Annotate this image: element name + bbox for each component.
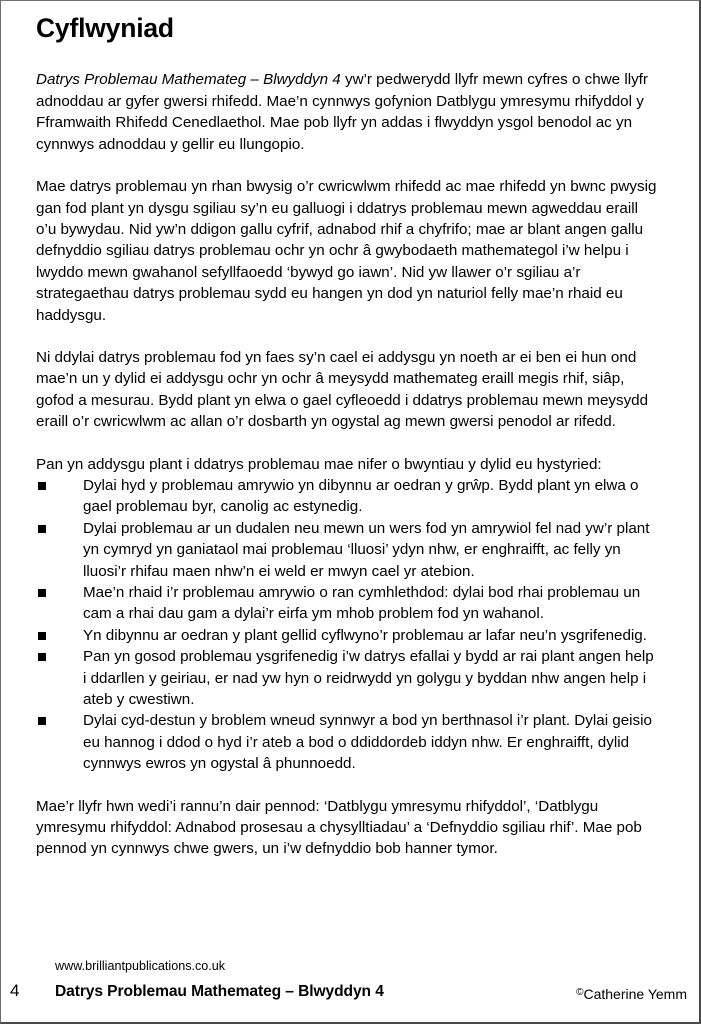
list-item-label: Dylai cyd-destun y broblem wneud synnwyr a bod yn berthnasol i’r plant. Dylai geisio eu hannog i ddod o hyd i’r ateb a bod o ddiddordeb iddyn nhw. Er enghraifft, dylid cynnwys ewros yn ogystal â phunnoedd. [83, 712, 652, 773]
considerations-list [36, 475, 661, 775]
paragraph-3: Ni ddylai datrys problemau fod yn faes sy’n cael ei addysgu yn noeth ar ei ben ei hun ond mae’n un y dylid ei addysgu ochr yn ochr â meysydd mathemateg eraill megis rhif, siâp, gofod a mesurau. Bydd plant yn elwa o gael cyfleoedd i ddatrys problemau mewn meysydd eraill o’r cwricwlwm ac allan o’r dosbarth yn ogystal ag mewn gwersi penodol ar rifedd. [36, 348, 649, 431]
list-item [36, 625, 661, 646]
square-bullet-icon [38, 632, 46, 640]
page-content [36, 1, 661, 860]
square-bullet-icon [38, 589, 46, 597]
list-item-label: Dylai hyd y problemau amrywio yn dibynnu ar oedran y grŵp. Bydd plant yn elwa o gael problemau byr, canolig ac estynedig. [83, 476, 639, 516]
list-item [36, 475, 661, 518]
footer-title-row [1, 980, 699, 1004]
list-item [36, 710, 661, 774]
footer-website-url[interactable]: www.brilliantpublications.co.uk [55, 959, 226, 973]
paragraph-2: Mae datrys problemau yn rhan bwysig o’r cwricwlwm rhifedd ac mae rhifedd yn bwnc pwysig gan fod plant yn dysgu sgiliau sy’n eu galluogi i ddatrys problemau mewn agweddau eraill o’u bywydau. Nid yw’n ddigon gallu cyfrif, adnabod rhif a chyfrifo; mae ar blant angen gallu defnyddio sgiliau datrys problemau ochr yn ochr â gwybodaeth mathemategol i’w helpu i lwyddo mewn gwahanol sefyllfaoedd ‘bywyd go iawn’. Nid yw llawer o’r sgiliau a’r strategaethau datrys problemau sydd eu hangen yn dod yn naturiol felly mae’n rhaid eu haddysgu. [36, 178, 657, 324]
square-bullet-icon [38, 653, 46, 661]
list-item-label: Mae’n rhaid i’r problemau amrywio o ran cymhlethdod: dylai bod rhai problemau un cam a rhai dau gam a dylai’r eirfa ym mhob problem fod yn wahanol. [83, 584, 641, 623]
list-item-label: Yn dibynnu ar oedran y plant gellid cyflwyno’r problemau ar lafar neu’n ysgrifenedig. [83, 626, 647, 644]
bullets-lead-in: Pan yn addysgu plant i ddatrys problemau mae nifer o bwyntiau y dylid eu hystyried: [36, 455, 602, 473]
intro-paragraph-rest: yw’r pedwerydd llyfr mewn cyfres o chwe llyfr adnoddau ar gyfer gwersi rhifedd. Mae’n cynnwys gofynion Datblygu ymresymu rhifyddol y Fframwaith Rhifedd Cenedlaethol. Mae pob llyfr yn addas i flwyddyn ysgol benodol ac yn cynnwys adnoddau y gellir eu llungopio. [36, 71, 648, 153]
list-item-label: Pan yn gosod problemau ysgrifenedig i’w datrys efallai y bydd ar rai plant angen help i ddarllen y geiriau, er nad yw hyn o reidrwydd yn golygu y byddan nhw angen help i ateb y cwestiwn. [83, 648, 654, 709]
list-item-label: Dylai problemau ar un dudalen neu mewn un wers fod yn amrywiol fel nad yw’r plant yn cymryd yn ganiataol mai problemau ‘lluosi’ ydyn nhw, er enghraifft, ac felly yn lluosi’r rhifau maen nhw’n ei weld er mwyn cael yr atebion. [83, 519, 650, 580]
square-bullet-icon [38, 717, 46, 725]
footer-copyright [576, 982, 687, 1005]
footer-page-number: 4 [10, 981, 20, 1000]
page-footer [1, 958, 699, 1016]
closing-paragraph: Mae’r llyfr hwn wedi’i rannu’n dair pennod: ‘Datblygu ymresymu rhifyddol’, ‘Datblygu ymresymu rhifyddol: Adnabod prosesau a chysylltiadau’ a ‘Defnyddio sgiliau rhif’. Mae pob pennod yn cynnwys chwe gwers, un i’w defnyddio bob hanner tymor. [36, 797, 642, 858]
copyright-holder-label: Catherine Yemm [583, 986, 687, 1002]
page-title: Cyflwyniad [36, 13, 174, 43]
footer-book-title: Datrys Problemau Mathemateg – Blwyddyn 4 [55, 983, 384, 1000]
list-item [36, 518, 661, 582]
square-bullet-icon [38, 482, 46, 490]
intro-paragraph [36, 69, 661, 155]
list-item [36, 646, 661, 710]
book-reference-italic: Datrys Problemau Mathemateg – Blwyddyn 4 [36, 71, 341, 89]
square-bullet-icon [38, 525, 46, 533]
copyright-icon: © [576, 987, 584, 998]
list-item [36, 582, 661, 625]
